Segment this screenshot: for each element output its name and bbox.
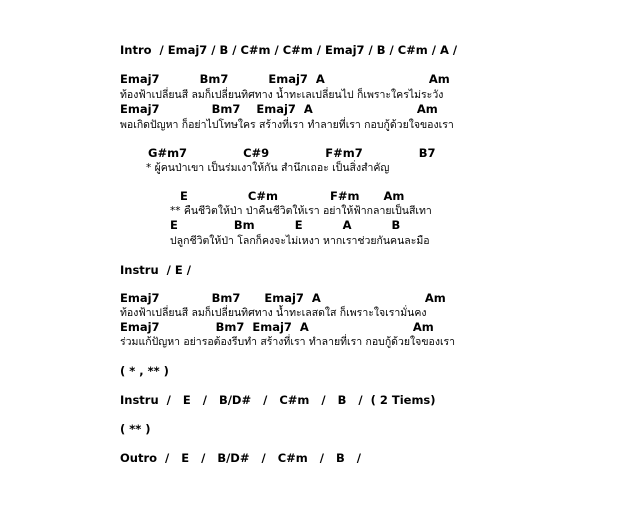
instru-line-2: Instru / E / B/D# / C#m / B / ( 2 Tiems) [120, 393, 436, 407]
chorus-chords-line-2: E Bm E A B [170, 218, 401, 232]
repeat-line-1: ( * , ** ) [120, 364, 169, 378]
verse1-chords-line-2: Emaj7 Bm7 Emaj7 A Am [120, 102, 438, 116]
verse1-chords-line-1: Emaj7 Bm7 Emaj7 A Am [120, 72, 450, 86]
verse1-lyric-line-2: พอเกิดปัญหา ก็อย่าไปโทษใคร สร้างที่เรา ทำลายที่เรา กอบกู้ด้วยใจของเรา [120, 119, 454, 131]
verse2-chords-line-2: Emaj7 Bm7 Emaj7 A Am [120, 320, 434, 334]
verse2-chords-line-1: Emaj7 Bm7 Emaj7 A Am [120, 291, 446, 305]
prechorus-chords-line: G#m7 C#9 F#m7 B7 [148, 146, 436, 160]
intro-line: Intro / Emaj7 / B / C#m / C#m / Emaj7 / B / C#m / A / [120, 43, 458, 57]
repeat-line-2: ( ** ) [120, 422, 151, 436]
chorus-chords-line-1: E C#m F#m Am [180, 189, 405, 203]
verse2-lyric-line-2: ร่วมแก้ปัญหา อย่ารอต้องรีบทำ สร้างที่เรา ทำลายที่เรา กอบกู้ด้วยใจของเรา [120, 336, 456, 348]
chorus-lyric-line-1: ** คืนชีวิตให้ป่า ป่าคืนชีวิตให้เรา อย่าให้ฟ้ากลายเป็นสีเทา [170, 205, 432, 217]
prechorus-lyric-line: * ผู้คนป่าเขา เป็นร่มเงาให้กัน สำนึกเถอะ เป็นสิ่งสำคัญ [146, 162, 390, 174]
instru-line-1: Instru / E / [120, 263, 191, 277]
outro-line: Outro / E / B/D# / C#m / B / [120, 451, 361, 465]
chorus-lyric-line-2: ปลูกชีวิตให้ป่า โลกก็คงจะไม่เหงา หากเราช่วยกันคนละมือ [170, 235, 430, 247]
verse2-lyric-line-1: ท้องฟ้าเปลี่ยนสี ลมก็เปลี่ยนทิศทาง น้ำทะเลสดใส ก็เพราะใจเรามั่นคง [120, 307, 427, 319]
verse1-lyric-line-1: ท้องฟ้าเปลี่ยนสี ลมก็เปลี่ยนทิศทาง น้ำทะเลเปลี่ยนไป ก็เพราะใครไม่ระวัง [120, 89, 444, 101]
